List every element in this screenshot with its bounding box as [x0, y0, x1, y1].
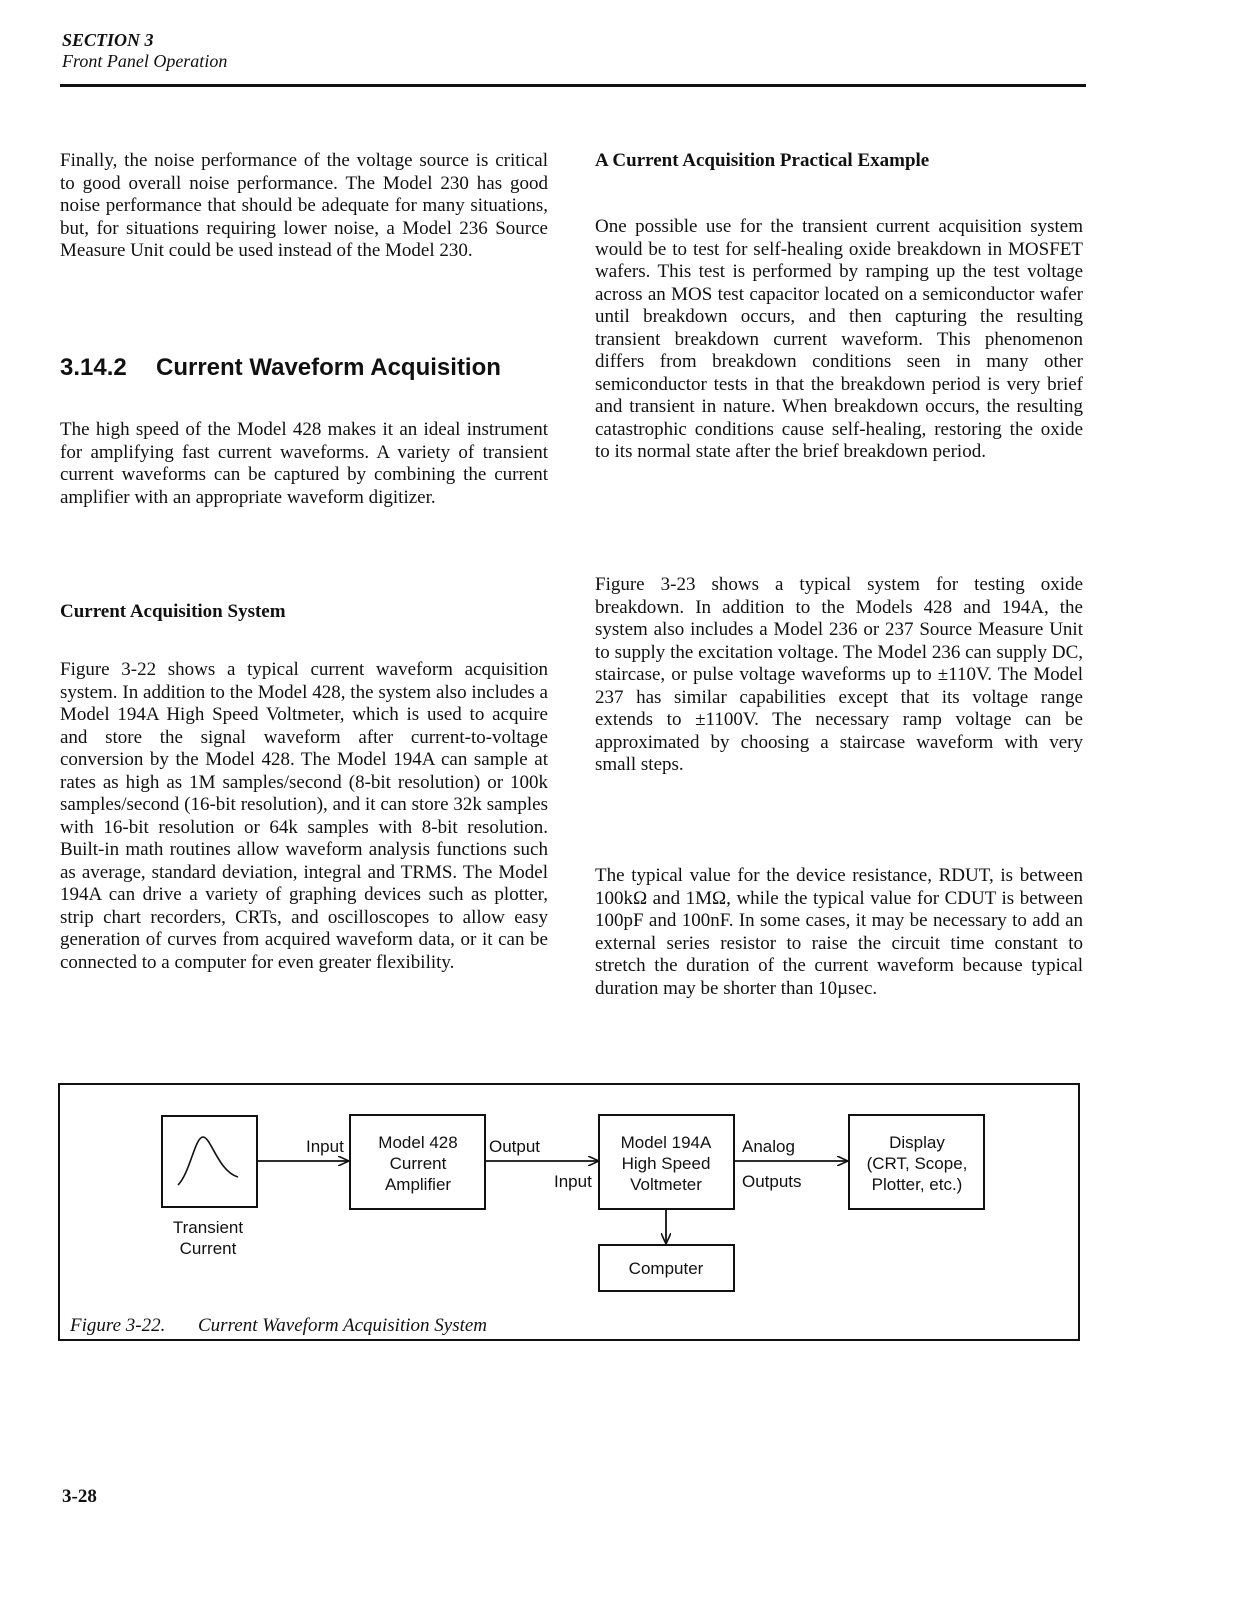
- computer-label: Computer: [628, 1259, 704, 1278]
- voltmeter-line2: High Speed: [621, 1154, 711, 1173]
- paragraph-system: Figure 3-22 shows a typical current waveform acquisition system. In addition to the Model 428, the system also includes a Model 194A High Speed Voltmeter, which is used to acquire and store the signal waveform after current-to-voltage conversion by the Model 428. The Model 194A can sample at rates as high as 1M samples/second (8-bit resolution) or 100k samples/second (16-bit resolution), and it can store 32k samples with 16-bit resolution or 64k samples with 8-bit resolution. Built-in math routines allow waveform analysis functions such as average, standard deviation, integral and TRMS. The Model 194A can drive a variety of graphing devices such as plotter, strip chart recorders, CRTs, and oscilloscopes to allow easy generation of curves from acquired waveform data, or it can be connected to a computer for even greater flexibility.: [60, 659, 548, 973]
- block-diagram: [60, 1085, 1082, 1343]
- figure-3-22: [58, 1083, 1080, 1341]
- paragraph-example-block: [595, 216, 1083, 464]
- output-label: Output: [489, 1137, 541, 1156]
- voltmeter-line1: Model 194A: [620, 1133, 712, 1152]
- section-number: 3.14.2: [60, 354, 127, 381]
- subheading-system-block: [60, 601, 548, 623]
- display-line3: Plotter, etc.): [871, 1175, 963, 1194]
- section-title: Current Waveform Acquisition: [156, 354, 501, 381]
- input-label: Input: [306, 1137, 344, 1156]
- paragraph-figure323-block: [595, 574, 1083, 777]
- transient-pulse-icon: [178, 1137, 238, 1185]
- display-line2: (CRT, Scope,: [866, 1154, 968, 1173]
- figure-caption: [70, 1315, 487, 1337]
- analog-label: Analog: [742, 1137, 795, 1156]
- transient-label-line2: Current: [179, 1239, 237, 1258]
- transient-label-line1: Transient: [172, 1218, 244, 1237]
- subheading-example-block: [595, 150, 1083, 172]
- subheading-example: A Current Acquisition Practical Example: [595, 150, 930, 171]
- caption-title: Current Waveform Acquisition System: [198, 1315, 488, 1336]
- page-header: [62, 30, 227, 72]
- amplifier-line3: Amplifier: [384, 1175, 452, 1194]
- paragraph-speed-block: [60, 419, 548, 509]
- header-rule: [60, 84, 1086, 87]
- page-number: 3-28: [62, 1486, 97, 1507]
- transient-current-box: [162, 1116, 257, 1207]
- section-heading: [60, 354, 548, 382]
- subheading-system: Current Acquisition System: [60, 601, 286, 622]
- amplifier-line1: Model 428: [378, 1133, 458, 1152]
- paragraph-system-block: [60, 659, 548, 974]
- amplifier-line2: Current: [389, 1154, 447, 1173]
- left-column: [60, 150, 548, 263]
- voltmeter-line3: Voltmeter: [630, 1175, 702, 1194]
- paragraph-example: One possible use for the transient current acquisition system would be to test for self-healing oxide breakdown in MOSFET wafers. This test is performed by ramping up the test voltage across an MOS test capacitor located on a semiconductor wafer until breakdown occurs, and then capturing the resulting transient breakdown current waveform. This phenomenon differs from breakdown conditions seen in many other semiconductor tests in that the breakdown period is very brief and transient in nature. When breakdown occurs, the resulting catastrophic conditions cause self-healing, restoring the oxide to its normal state after the brief breakdown period.: [595, 216, 1083, 462]
- display-line1: Display: [889, 1133, 945, 1152]
- paragraph-figure323: Figure 3-23 shows a typical system for testing oxide breakdown. In addition to the Models 428 and 194A, the system also includes a Model 236 or 237 Source Measure Unit to supply the excitation voltage. The Model 236 can supply DC, staircase, or pulse voltage waveforms up to ±110V. The Model 237 has similar capabilities except that its voltage range extends to ±1100V. The necessary ramp voltage can be approximated by choosing a staircase waveform with very small steps.: [595, 574, 1083, 775]
- input2-label: Input: [554, 1172, 592, 1191]
- outputs-label: Outputs: [742, 1172, 802, 1191]
- section-label: SECTION 3: [62, 30, 154, 50]
- caption-label: Figure 3-22.: [70, 1315, 166, 1336]
- paragraph-resistance: The typical value for the device resistance, RDUT, is between 100kΩ and 1MΩ, while the typical value for CDUT is between 100pF and 100nF. In some cases, it may be necessary to add an external series resistor to raise the circuit time constant to stretch the duration of the current waveform because typical duration may be shorter than 10µsec.: [595, 865, 1083, 999]
- paragraph-speed: The high speed of the Model 428 makes it an ideal instrument for amplifying fast current waveforms. A variety of transient current waveforms can be captured by combining the current amplifier with an appropriate waveform digitizer.: [60, 419, 548, 508]
- paragraph-resistance-block: [595, 865, 1083, 1000]
- paragraph-intro: Finally, the noise performance of the voltage source is critical to good overall noise performance. The Model 230 has good noise performance that should be adequate for many situations, but, for situations requiring lower noise, a Model 236 Source Measure Unit could be used instead of the Model 230.: [60, 150, 548, 261]
- section-subtitle: Front Panel Operation: [62, 51, 228, 71]
